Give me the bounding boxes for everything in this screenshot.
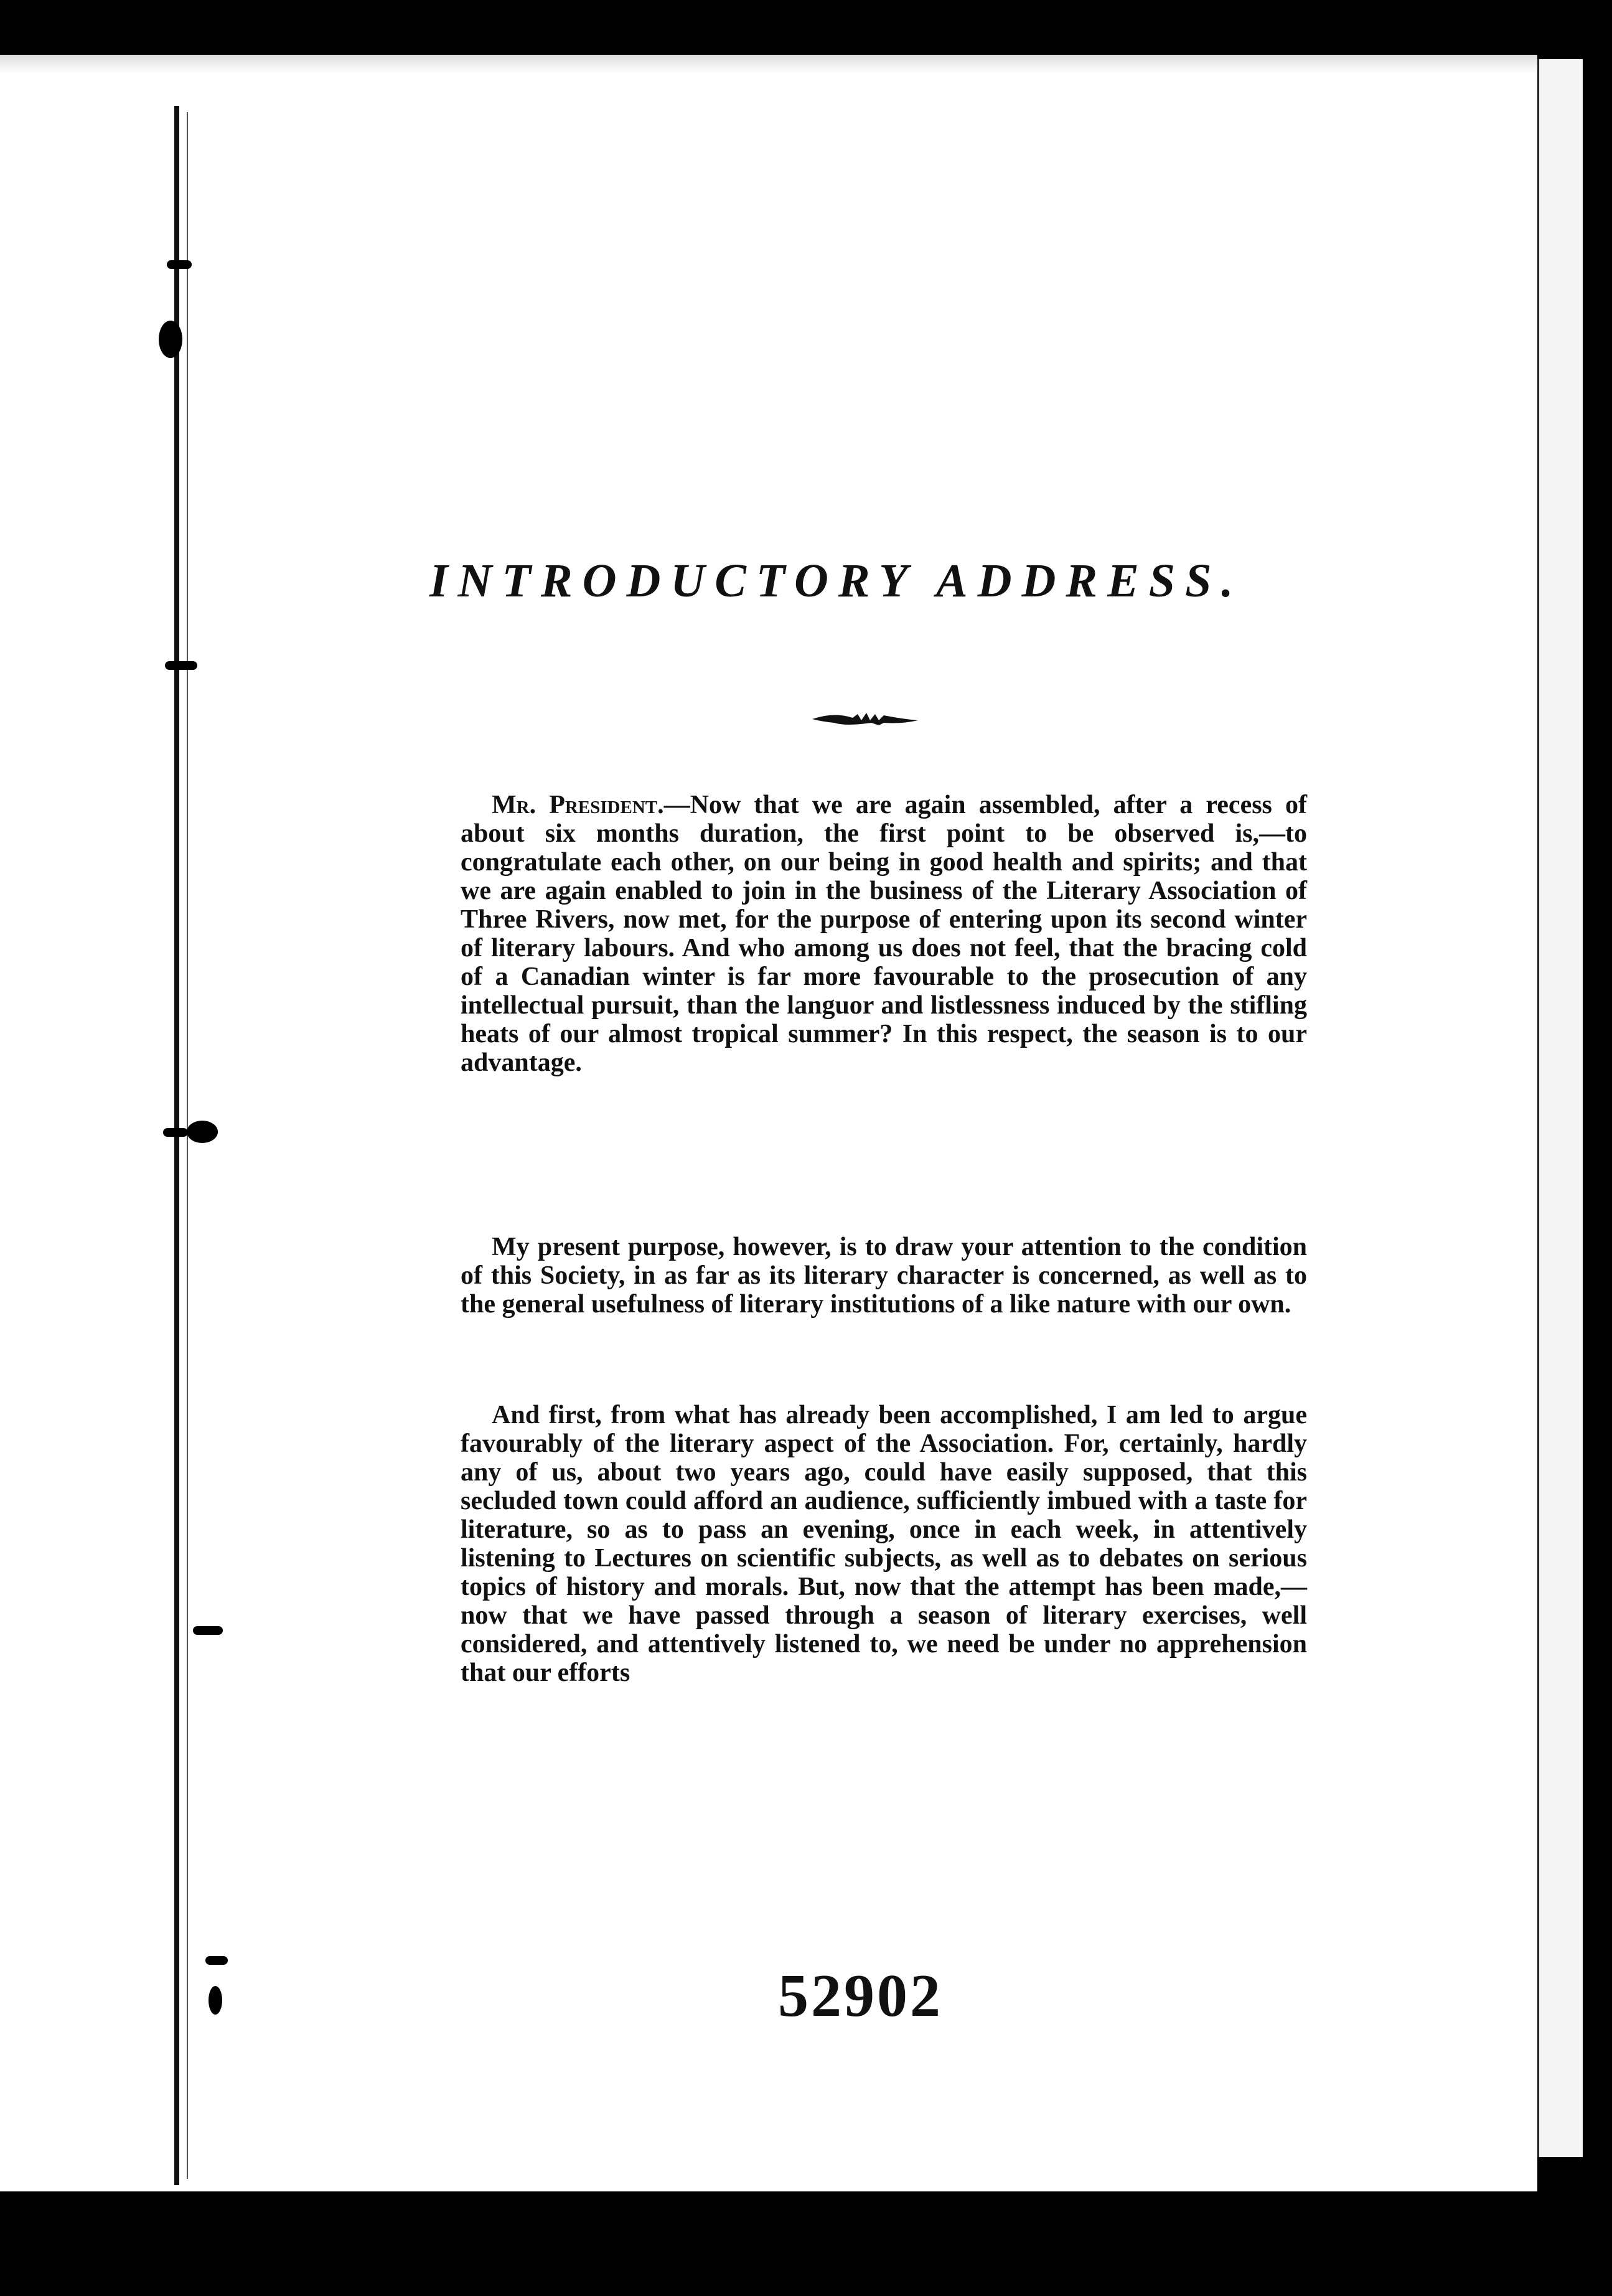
page-title: INTRODUCTORY ADDRESS.: [429, 555, 1244, 607]
page-top-edge: [0, 55, 1537, 73]
ink-blot: [187, 1121, 218, 1143]
ink-blot: [159, 321, 182, 358]
ink-blot: [209, 1986, 222, 2015]
paragraph-3: [461, 1401, 1307, 1687]
paragraph-lead: Mr. President.: [492, 791, 664, 819]
binding-stitch: [167, 260, 192, 269]
decorative-ornament-icon: [809, 707, 921, 732]
binding-stitch: [165, 661, 197, 670]
paragraph-text: My present purpose, however, is to draw your attention to the condition of this Society, in as far as its literary character is concerned, as well as to the general usefulness of literary institutions of a like nature with our own.: [461, 1233, 1307, 1319]
catalog-number: 52902: [778, 1962, 943, 2030]
paragraph-1: [461, 791, 1307, 1077]
binding-stitch: [193, 1626, 223, 1635]
binding-line-shadow: [187, 112, 188, 2179]
page-right-edge: [1537, 59, 1583, 2157]
binding-stitch: [163, 1128, 188, 1137]
book-page: [0, 68, 1537, 2191]
paragraph-text: —Now that we are again assembled, after a recess of about six months duration, the first point to be observed is,—to congratulate each other, on our being in good health and spirits; and that we are again enabled to join in the business of the Literary Association of Three Rivers, now met, for the purpose of entering upon its second winter of literary labours. And who among us does not feel, that the bracing cold of a Canadian winter is far more favourable to the prosecution of any intellectual pursuit, than the languor and listlessness induced by the stifling heats of our almost tropical summer? In this respect, the season is to our advantage.: [461, 791, 1307, 1077]
binding-line: [174, 106, 179, 2185]
paragraph-2: [461, 1233, 1307, 1319]
binding-stitch: [205, 1956, 228, 1965]
paragraph-text: And first, from what has already been accomplished, I am led to argue favourably of the literary aspect of the Association. For, certainly, hardly any of us, about two years ago, could have easily supposed, that this secluded town could afford an audience, sufficiently imbued with a taste for literature, so as to pass an evening, once in each week, in attentively listening to Lectures on scientific subjects, as well as to debates on serious topics of history and morals. But, now that the attempt has been made,—now that we have passed through a season of literary exercises, well considered, and attentively listened to, we need be under no apprehension that our efforts: [461, 1401, 1307, 1687]
